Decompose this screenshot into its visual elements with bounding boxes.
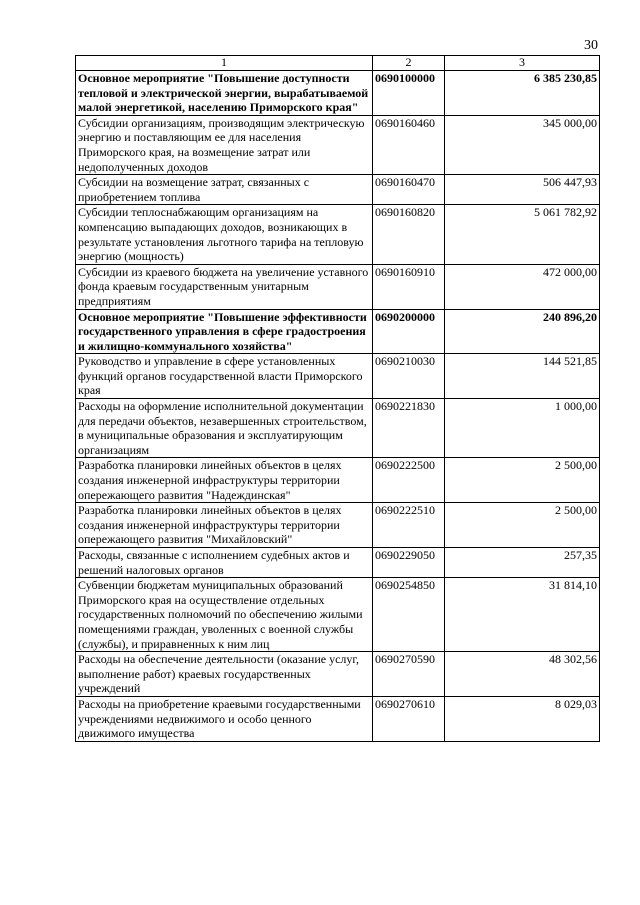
table-row <box>76 205 600 264</box>
row-code-cell: 0690254850 <box>373 578 445 652</box>
table-row <box>76 71 600 116</box>
row-name-cell: Субсидии из краевого бюджета на увеличение уставного фонда краевым государственным унитарным предприятиям <box>76 264 373 309</box>
row-name-cell: Расходы на приобретение краевыми государственными учреждениями недвижимого и особо ценного движимого имущества <box>76 696 373 741</box>
row-name-cell: Субсидии теплоснабжающим организациям на компенсацию выпадающих доходов, возникающих в результате установления льготного тарифа на тепловую энергию (мощность) <box>76 205 373 264</box>
table-row <box>76 548 600 578</box>
row-name-cell: Основное мероприятие "Повышение эффективности государственного управления в сфере градостроения и жилищно-коммунального хозяйства" <box>76 309 373 354</box>
table-row <box>76 696 600 741</box>
table-row <box>76 458 600 503</box>
row-name-cell: Субсидии организациям, производящим электрическую энергию и поставляющим ее для населения Приморского края, на возмещение затрат или недополученных доходов <box>76 115 373 174</box>
row-code-cell: 0690210030 <box>373 354 445 399</box>
row-amount-cell: 1 000,00 <box>445 399 600 458</box>
row-name-cell: Разработка планировки линейных объектов в целях создания инженерной инфраструктуры территории опережающего развития "Михайловский" <box>76 503 373 548</box>
row-amount-cell: 472 000,00 <box>445 264 600 309</box>
row-amount-cell: 48 302,56 <box>445 652 600 697</box>
table-row <box>76 652 600 697</box>
row-code-cell: 0690160910 <box>373 264 445 309</box>
row-amount-cell: 31 814,10 <box>445 578 600 652</box>
row-amount-cell: 506 447,93 <box>445 175 600 205</box>
column-header-1: 1 <box>76 56 373 71</box>
table-row <box>76 578 600 652</box>
row-code-cell: 0690200000 <box>373 309 445 354</box>
row-name-cell: Расходы на оформление исполнительной документации для передачи объектов, незавершенных строительством, в муниципальные образования и эксплуатирующим организациям <box>76 399 373 458</box>
row-amount-cell: 2 500,00 <box>445 503 600 548</box>
table-row <box>76 354 600 399</box>
row-name-cell: Руководство и управление в сфере установленных функций органов государственной власти Приморского края <box>76 354 373 399</box>
row-name-cell: Основное мероприятие "Повышение доступности тепловой и электрической энергии, вырабатываемой малой энергетикой, населению Приморского края" <box>76 71 373 116</box>
row-amount-cell: 240 896,20 <box>445 309 600 354</box>
row-amount-cell: 257,35 <box>445 548 600 578</box>
row-code-cell: 0690221830 <box>373 399 445 458</box>
row-code-cell: 0690160460 <box>373 115 445 174</box>
row-amount-cell: 8 029,03 <box>445 696 600 741</box>
table-header-row <box>76 56 600 71</box>
table-row <box>76 399 600 458</box>
row-code-cell: 0690222510 <box>373 503 445 548</box>
row-code-cell: 0690160820 <box>373 205 445 264</box>
row-code-cell: 0690160470 <box>373 175 445 205</box>
row-amount-cell: 345 000,00 <box>445 115 600 174</box>
table-row <box>76 309 600 354</box>
row-amount-cell: 6 385 230,85 <box>445 71 600 116</box>
table-row <box>76 264 600 309</box>
row-amount-cell: 5 061 782,92 <box>445 205 600 264</box>
row-name-cell: Расходы, связанные с исполнением судебных актов и решений налоговых органов <box>76 548 373 578</box>
budget-table <box>75 55 600 742</box>
row-code-cell: 0690270610 <box>373 696 445 741</box>
row-name-cell: Расходы на обеспечение деятельности (оказание услуг, выполнение работ) краевых государственных учреждений <box>76 652 373 697</box>
table-row <box>76 503 600 548</box>
row-code-cell: 0690222500 <box>373 458 445 503</box>
table-body <box>76 71 600 742</box>
row-amount-cell: 2 500,00 <box>445 458 600 503</box>
row-amount-cell: 144 521,85 <box>445 354 600 399</box>
row-name-cell: Субсидии на возмещение затрат, связанных с приобретением топлива <box>76 175 373 205</box>
column-header-2: 2 <box>373 56 445 71</box>
row-code-cell: 0690229050 <box>373 548 445 578</box>
table-row <box>76 175 600 205</box>
row-name-cell: Разработка планировки линейных объектов в целях создания инженерной инфраструктуры территории опережающего развития "Надеждинская" <box>76 458 373 503</box>
table-row <box>76 115 600 174</box>
column-header-3: 3 <box>445 56 600 71</box>
row-code-cell: 0690270590 <box>373 652 445 697</box>
page-number: 30 <box>584 38 598 53</box>
row-name-cell: Субвенции бюджетам муниципальных образований Приморского края на осуществление отдельных государственных полномочий по обеспечению жилыми помещениями граждан, уволенных с военной службы (службы), и приравненных к ним лиц <box>76 578 373 652</box>
row-code-cell: 0690100000 <box>373 71 445 116</box>
